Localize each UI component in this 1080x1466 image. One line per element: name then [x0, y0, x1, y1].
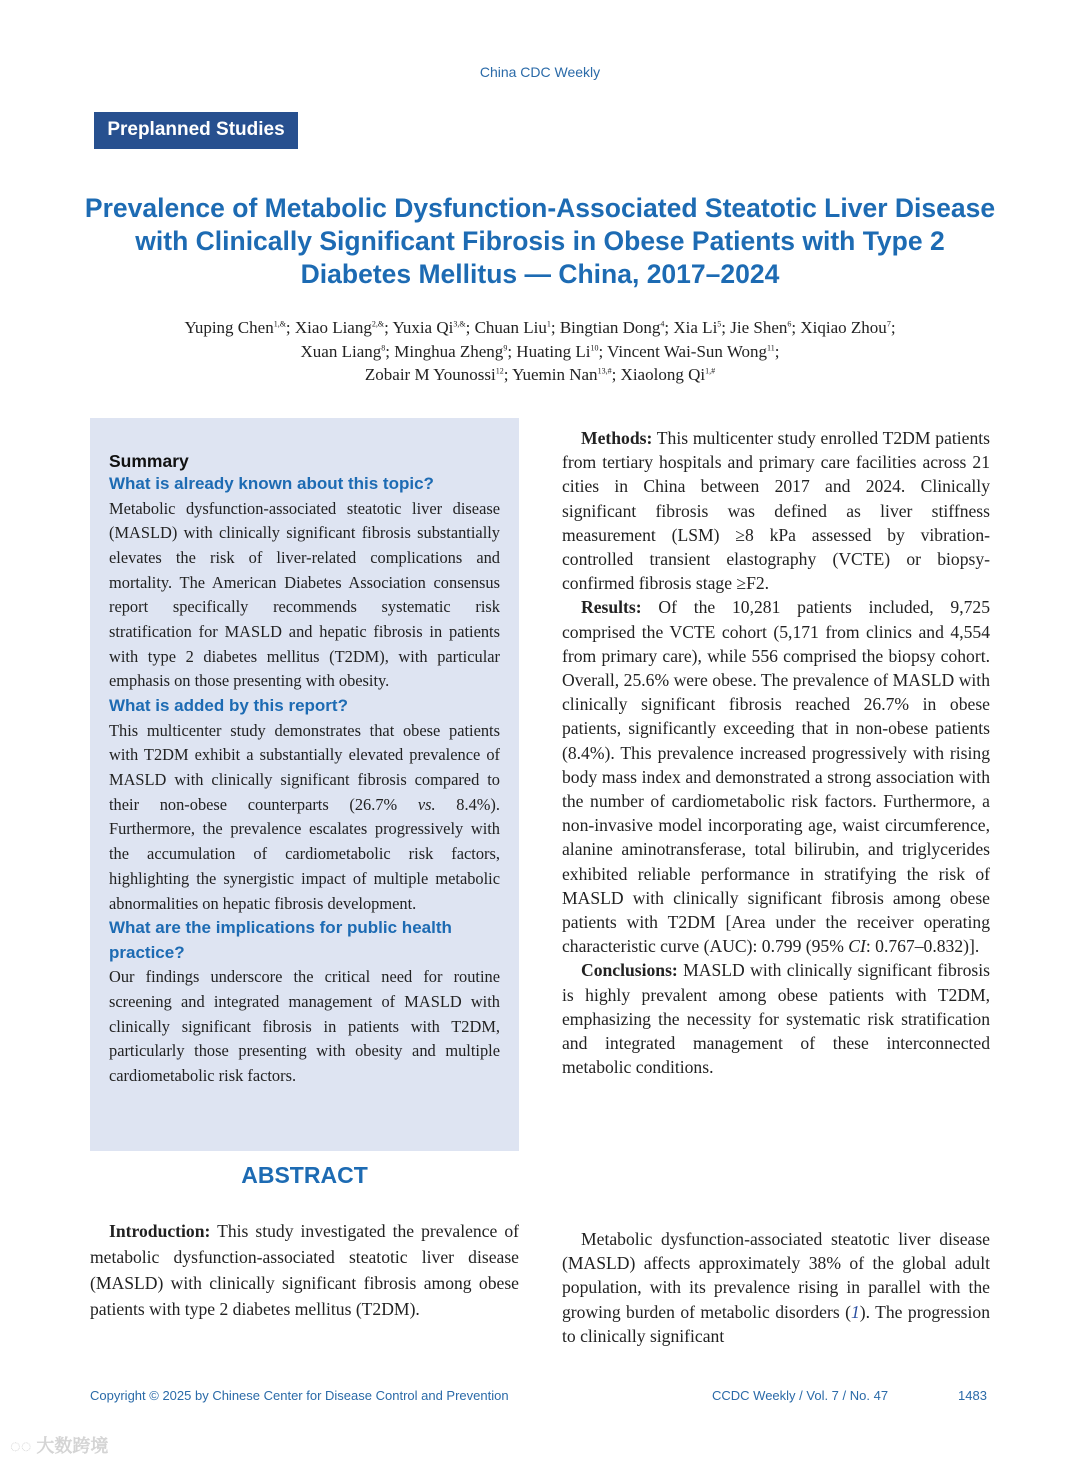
author-affiliation: 10 [590, 342, 599, 352]
author-name: Minghua Zheng [394, 341, 504, 361]
author-affiliation: 13,# [597, 366, 612, 376]
author-name: Jie Shen [730, 318, 788, 337]
author-name: Xia Li [673, 318, 718, 337]
author-name: Xiaolong Qi [620, 365, 706, 384]
author-affiliation: 2,& [371, 319, 385, 329]
summary-box [90, 418, 519, 1151]
body-intro-paragraph: Metabolic dysfunction-associated steatotic liver disease (MASLD) affects approximately 38% of the global adult population, with its prevalence rising in parallel with the growing burden of metabolic disorders (1). The progression to clinically significant [562, 1229, 991, 1346]
author-name: Vincent Wai-Sun Wong [607, 341, 768, 361]
page-number: 1483 [958, 1388, 987, 1403]
summary-question-known: What is already known about this topic? [109, 474, 434, 493]
author-affiliation: 1 [546, 319, 551, 329]
author-name: Bingtian Dong [559, 318, 661, 337]
abstract-introduction: Introduction: This study investigated the prevalence of metabolic dysfunction-associated steatotic liver disease (MASLD) with clinically significant fibrosis among obese patients with type 2 diabetes mellitus (T2DM). [90, 1221, 519, 1319]
author-name: Xuan Liang [300, 341, 382, 361]
summary-answer-known: Metabolic dysfunction-associated steatotic liver disease (MASLD) with clinically significant fibrosis substantially elevates the risk of liver-related complications and mortality. The American Diabetes Association consensus report specifically recommends systematic risk stratification for MASLD and hepatic fibrosis in patients with type 2 diabetes mellitus (T2DM), with particular emphasis on those presenting with obesity. [109, 498, 500, 691]
author-name: Xiao Liang [294, 318, 372, 337]
summary-answer-added: This multicenter study demonstrates that obese patients with T2DM exhibit a substantially elevated prevalence of MASLD with clinically significant fibrosis compared to their non-obese counterparts (26.7% vs. 8.4%). Furthermore, the prevalence escalates progressively with the accumulation of cardiometabolic risk factors, highlighting the synergistic impact of multiple metabolic abnormalities on hepatic fibrosis development. [109, 720, 500, 913]
author-affiliation: 4 [660, 319, 665, 329]
section-badge: Preplanned Studies [94, 112, 298, 149]
footer-copyright: Copyright © 2025 by Chinese Center for Disease Control and Prevention [90, 1388, 509, 1403]
footer-issue: CCDC Weekly / Vol. 7 / No. 47 [712, 1388, 889, 1403]
author-name: Chuan Liu [474, 318, 547, 337]
summary-answer-implications: Our findings underscore the critical need for routine screening and integrated management of MASLD with clinically significant fibrosis in patients with T2DM, particularly those presenting with obesity and multiple cardiometabolic risk factors. [109, 967, 500, 1086]
author-name: Xiqiao Zhou [800, 318, 887, 337]
author-name: Yuxia Qi [392, 318, 454, 337]
author-affiliation: 7 [886, 319, 891, 329]
author-list: Yuping Chen$^{1,\&}$; Xiao Liang$^{2,\&}$; Yuxia $Qi^{3,\&}$; Chuan Liu$^1$; Bingtian Dong$^4$; Xia Li$^5$; Jie Shen$^6$; Xiqiao Zhou$^7$; Xuan Liang$^8$; Minghua Zheng$^9$; Huating Li$^{10}$; Vincent Wai-Sun Wong$^{11}$; Zobair M Younossi$^{12}$; Yuemin Nan$^{13,\#}$; Xiaolong $Qi^{1,\#}$ [184, 318, 896, 384]
author-affiliation: 9 [503, 342, 508, 352]
summary-question-implications: What are the implications for public health practice? [109, 918, 452, 962]
author-affiliation: 8 [381, 342, 386, 352]
reference-link[interactable]: 1 [850, 1301, 860, 1322]
article-title: Prevalence of Metabolic Dysfunction-Associated Steatotic Liver Disease with Clinically Significant Fibrosis in Obese Patients with Type 2 Diabetes Mellitus — China, 2017–2024 [84, 193, 996, 289]
author-name: Huating Li [516, 341, 591, 361]
abstract-right-column [562, 426, 990, 1079]
author-name: Zobair M Younossi [364, 365, 496, 384]
watermark [10, 1432, 108, 1458]
summary-title: Summary [109, 451, 189, 471]
abstract-conclusions: Conclusions: MASLD with clinically significant fibrosis is highly prevalent among obese patients with T2DM, emphasizing the necessity for systematic risk stratification and integrated management of these interconnected metabolic conditions. [562, 960, 990, 1078]
author-affiliation: 5 [717, 319, 722, 329]
author-affiliation: 11 [767, 342, 775, 352]
author-affiliation: 1,& [273, 319, 286, 329]
abstract-methods: Methods: This multicenter study enrolled T2DM patients from tertiary hospitals and primary care facilities across 21 cities in China between 2017 and 2024. Clinically significant fibrosis was defined as liver stiffness measurement (LSM) ≥8 kPa assessed by vibration-controlled transient elastography (VCTE) or biopsy-confirmed fibrosis stage ≥F2. [562, 428, 990, 594]
watermark-text: 大数跨境 [36, 1436, 109, 1456]
author-affiliation: 6 [787, 319, 792, 329]
author-affiliation: 12 [495, 366, 504, 376]
author-affiliation: 3,& [453, 319, 466, 329]
author-name: Yuemin Nan [512, 365, 598, 384]
watermark-logo-icon: ◌◌ [10, 1436, 32, 1456]
summary-question-added: What is added by this report? [109, 696, 348, 716]
journal-header: China CDC Weekly [479, 64, 601, 80]
abstract-results: Results: Of the 10,281 patients included, 9,725 comprised the VCTE cohort (5,171 from clinics and 4,554 from primary care), while 556 comprised the biopsy cohort. Overall, 25.6% were obese. The prevalence of MASLD with clinically significant fibrosis reached 26.7% in obese patients, significantly exceeding that in non-obese patients (8.4%). This prevalence increased progressively with rising body mass index and demonstrated a strong association with the number of cardiometabolic risk factors. Furthermore, a non-invasive model incorporating age, waist circumference, alanine aminotransferase, total bilirubin, and triglycerides exhibited reliable performance in stratifying the risk of MASLD with clinically significant fibrosis among obese patients with T2DM [Area under the receiver operating characteristic curve (AUC): 0.799 (95% CI: 0.767–0.832)]. [562, 597, 990, 957]
abstract-heading: ABSTRACT [241, 1162, 368, 1188]
author-name: Yuping Chen [184, 318, 274, 337]
author-affiliation: 1,# [705, 366, 716, 376]
